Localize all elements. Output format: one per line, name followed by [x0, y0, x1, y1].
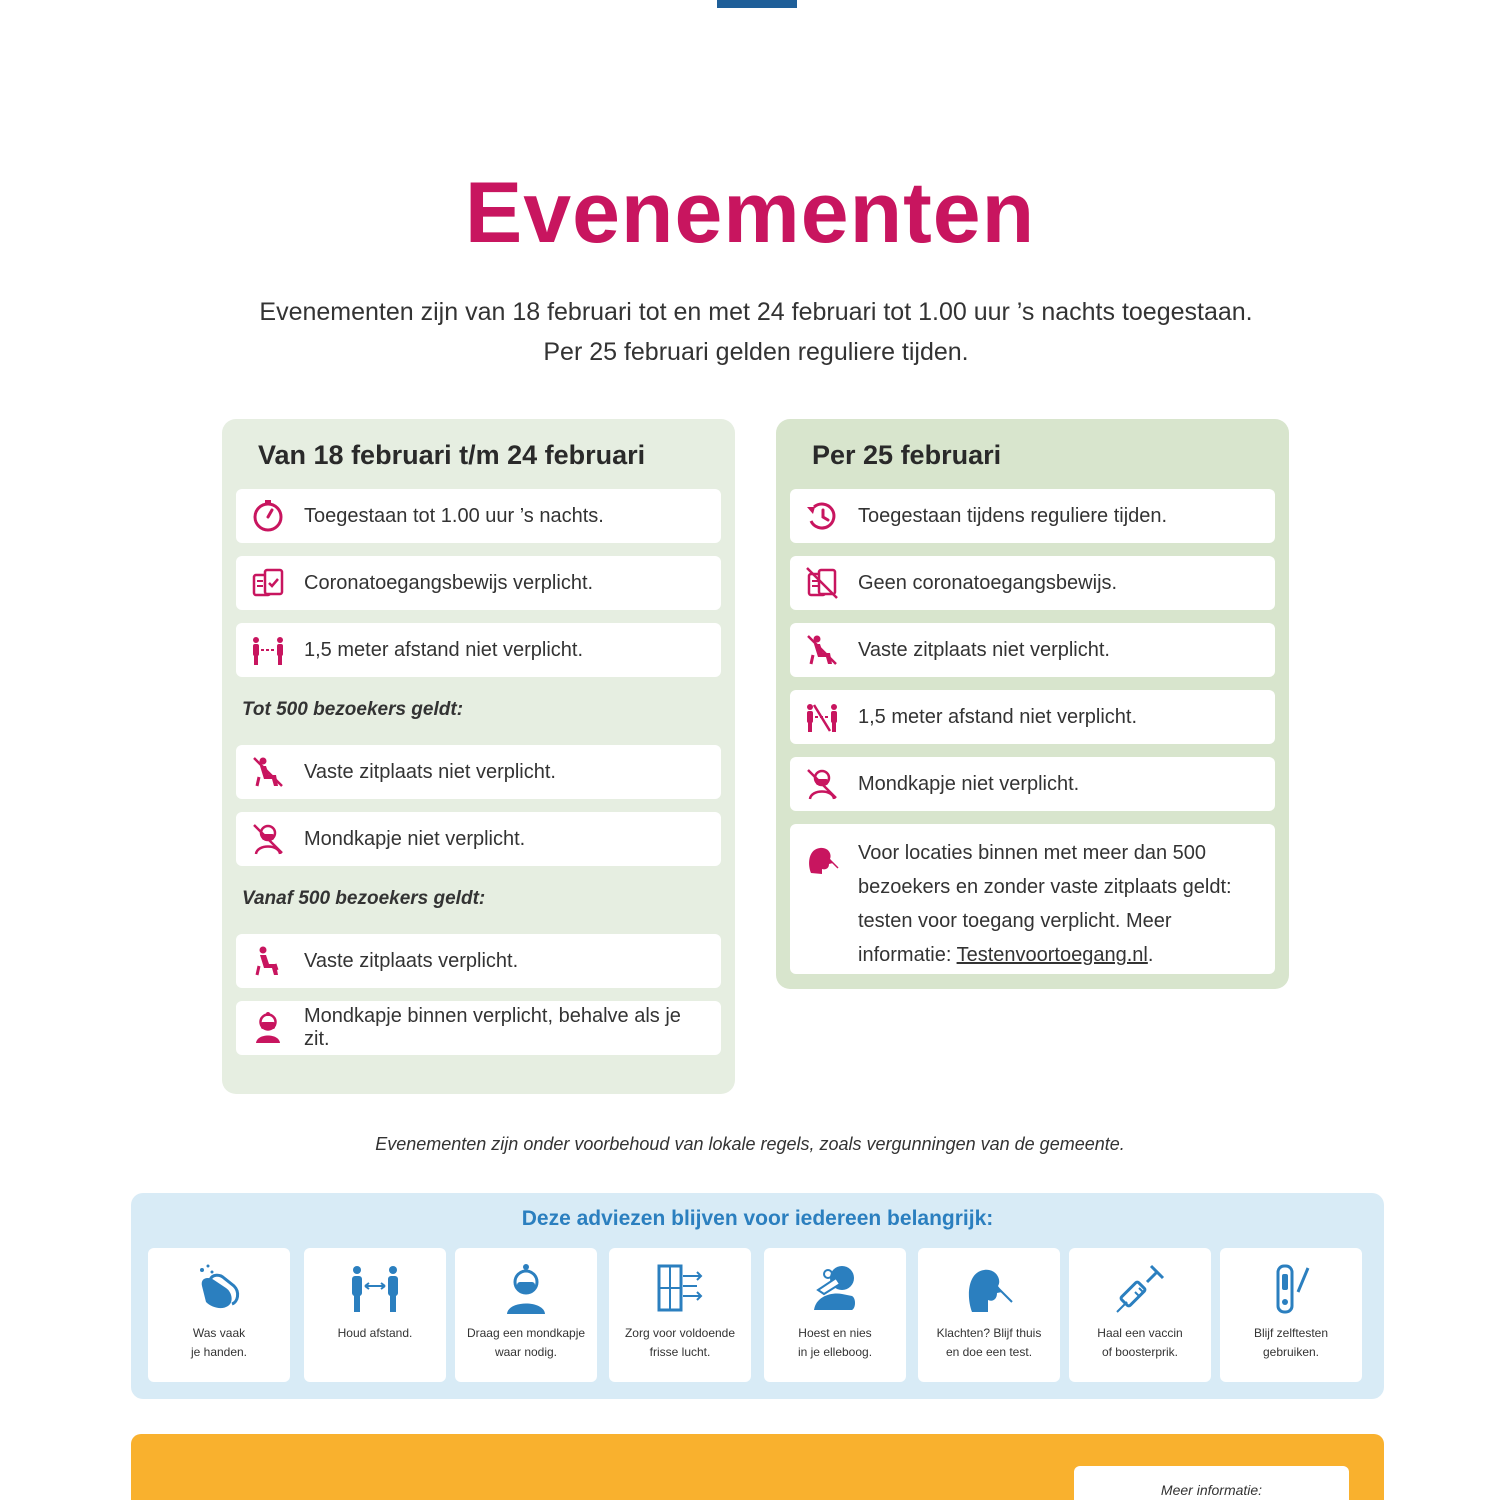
advice-label-2: in je elleboog. [797, 1345, 873, 1359]
rule-row [236, 745, 721, 799]
advice-card [1069, 1248, 1211, 1382]
rule-row-testing [790, 824, 1275, 974]
rule-row [236, 934, 721, 988]
wash-hands-icon [192, 1262, 246, 1316]
rule-row [236, 1001, 721, 1055]
rule-row [236, 623, 721, 677]
regular-times-icon [804, 498, 840, 534]
advice-label: Zorg voor voldoende [624, 1326, 736, 1340]
advice-card [918, 1248, 1060, 1382]
advice-card [148, 1248, 290, 1382]
rule-text: Mondkapje binnen verplicht, behalve als je zit. [304, 1005, 681, 1050]
more-info-button[interactable]: Meer informatie: [1074, 1466, 1349, 1500]
advice-label: Blijf zelftesten [1253, 1326, 1329, 1340]
no-fixed-seat-icon [804, 632, 840, 668]
rule-text: 1,5 meter afstand niet verplicht. [304, 638, 584, 661]
vaccine-syringe-icon [1113, 1262, 1167, 1316]
advice-label-2: of boosterprik. [1101, 1345, 1179, 1359]
rule-row [790, 556, 1275, 610]
advice-card [764, 1248, 906, 1382]
advice-label-2: frisse lucht. [649, 1345, 711, 1359]
footnote: Evenementen zijn onder voorbehoud van lokale regels, zoals vergunningen van de gemeente. [375, 1134, 1125, 1154]
cough-elbow-icon [808, 1262, 862, 1316]
test-swab-icon [804, 842, 840, 878]
rule-text: Vaste zitplaats verplicht. [304, 949, 519, 972]
advice-label: Hoest en nies [798, 1326, 872, 1340]
subheading-from-500: Vanaf 500 bezoekers geldt: [242, 888, 486, 909]
fixed-seat-icon [250, 943, 286, 979]
no-mask-icon [804, 766, 840, 802]
panel-feb-18-24 [222, 419, 735, 1094]
advice-label: Draag een mondkapje [466, 1326, 586, 1340]
panel-heading: Van 18 februari t/m 24 februari [258, 440, 646, 470]
no-coronapass-icon [804, 565, 840, 601]
advice-label: Houd afstand. [337, 1326, 413, 1340]
testing-suffix: . [1147, 944, 1154, 966]
no-mask-icon [250, 821, 286, 857]
ventilation-icon [653, 1262, 707, 1316]
rule-text [858, 836, 1263, 972]
subheading-under-500: Tot 500 bezoekers geldt: [242, 699, 464, 720]
advice-card [609, 1248, 751, 1382]
intro-text [150, 292, 1362, 372]
advice-label-2: gebruiken. [1262, 1345, 1320, 1359]
rule-row [790, 489, 1275, 543]
advice-label-2: en doe een test. [945, 1345, 1033, 1359]
advice-label: Was vaak [192, 1326, 246, 1340]
advice-card [1220, 1248, 1362, 1382]
advice-section [131, 1193, 1384, 1399]
intro-line-1: Evenementen zijn van 18 februari tot en met 24 februari tot 1.00 uur ’s nachts toegestaan. [259, 298, 1253, 326]
rule-row [236, 556, 721, 610]
panel-from-feb-25 [776, 419, 1289, 989]
rule-text: Toegestaan tot 1.00 uur ’s nachts. [304, 504, 604, 527]
advice-label: Haal een vaccin [1097, 1326, 1183, 1340]
advice-label-2: je handen. [190, 1345, 248, 1359]
rule-text: Vaste zitplaats niet verplicht. [858, 638, 1110, 661]
testenvoortoegang-link[interactable]: Testenvoortoegang.nl [956, 944, 1148, 966]
coronapass-icon [250, 565, 286, 601]
self-test-person-icon [962, 1262, 1016, 1316]
rule-row [236, 812, 721, 866]
rule-text: Coronatoegangsbewijs verplicht. [304, 571, 594, 594]
keep-distance-icon [348, 1262, 402, 1316]
panel-heading: Per 25 februari [812, 440, 1002, 470]
rule-text: Mondkapje niet verplicht. [304, 827, 526, 850]
rule-row [790, 757, 1275, 811]
page-title: Evenementen [464, 165, 1036, 261]
advice-title: Deze adviezen blijven voor iedereen belangrijk: [521, 1207, 994, 1230]
distance-icon [250, 632, 286, 668]
rule-text: Mondkapje niet verplicht. [858, 772, 1080, 795]
rule-row [790, 623, 1275, 677]
rule-text: Toegestaan tijdens reguliere tijden. [858, 504, 1168, 527]
self-test-kit-icon [1264, 1262, 1318, 1316]
clock-icon [250, 498, 286, 534]
intro-line-2: Per 25 februari gelden reguliere tijden. [543, 338, 969, 366]
advice-card [304, 1248, 446, 1382]
rule-text: Vaste zitplaats niet verplicht. [304, 760, 556, 783]
no-fixed-seat-icon [250, 754, 286, 790]
advice-label-2: waar nodig. [494, 1345, 558, 1359]
face-mask-icon [499, 1262, 553, 1316]
advice-label: Klachten? Blijf thuis [936, 1326, 1042, 1340]
mask-icon [250, 1010, 286, 1046]
rule-text: Geen coronatoegangsbewijs. [858, 571, 1118, 594]
no-distance-icon [804, 699, 840, 735]
top-tab-marker [717, 0, 797, 8]
rule-row [236, 489, 721, 543]
advice-card [455, 1248, 597, 1382]
testing-text: Voor locaties binnen met meer dan 500 bezoekers en zonder vaste zitplaats geldt: testen voor toegang verplicht. Meer informatie: [858, 842, 1232, 966]
rule-row [790, 690, 1275, 744]
rule-text: 1,5 meter afstand niet verplicht. [858, 705, 1138, 728]
